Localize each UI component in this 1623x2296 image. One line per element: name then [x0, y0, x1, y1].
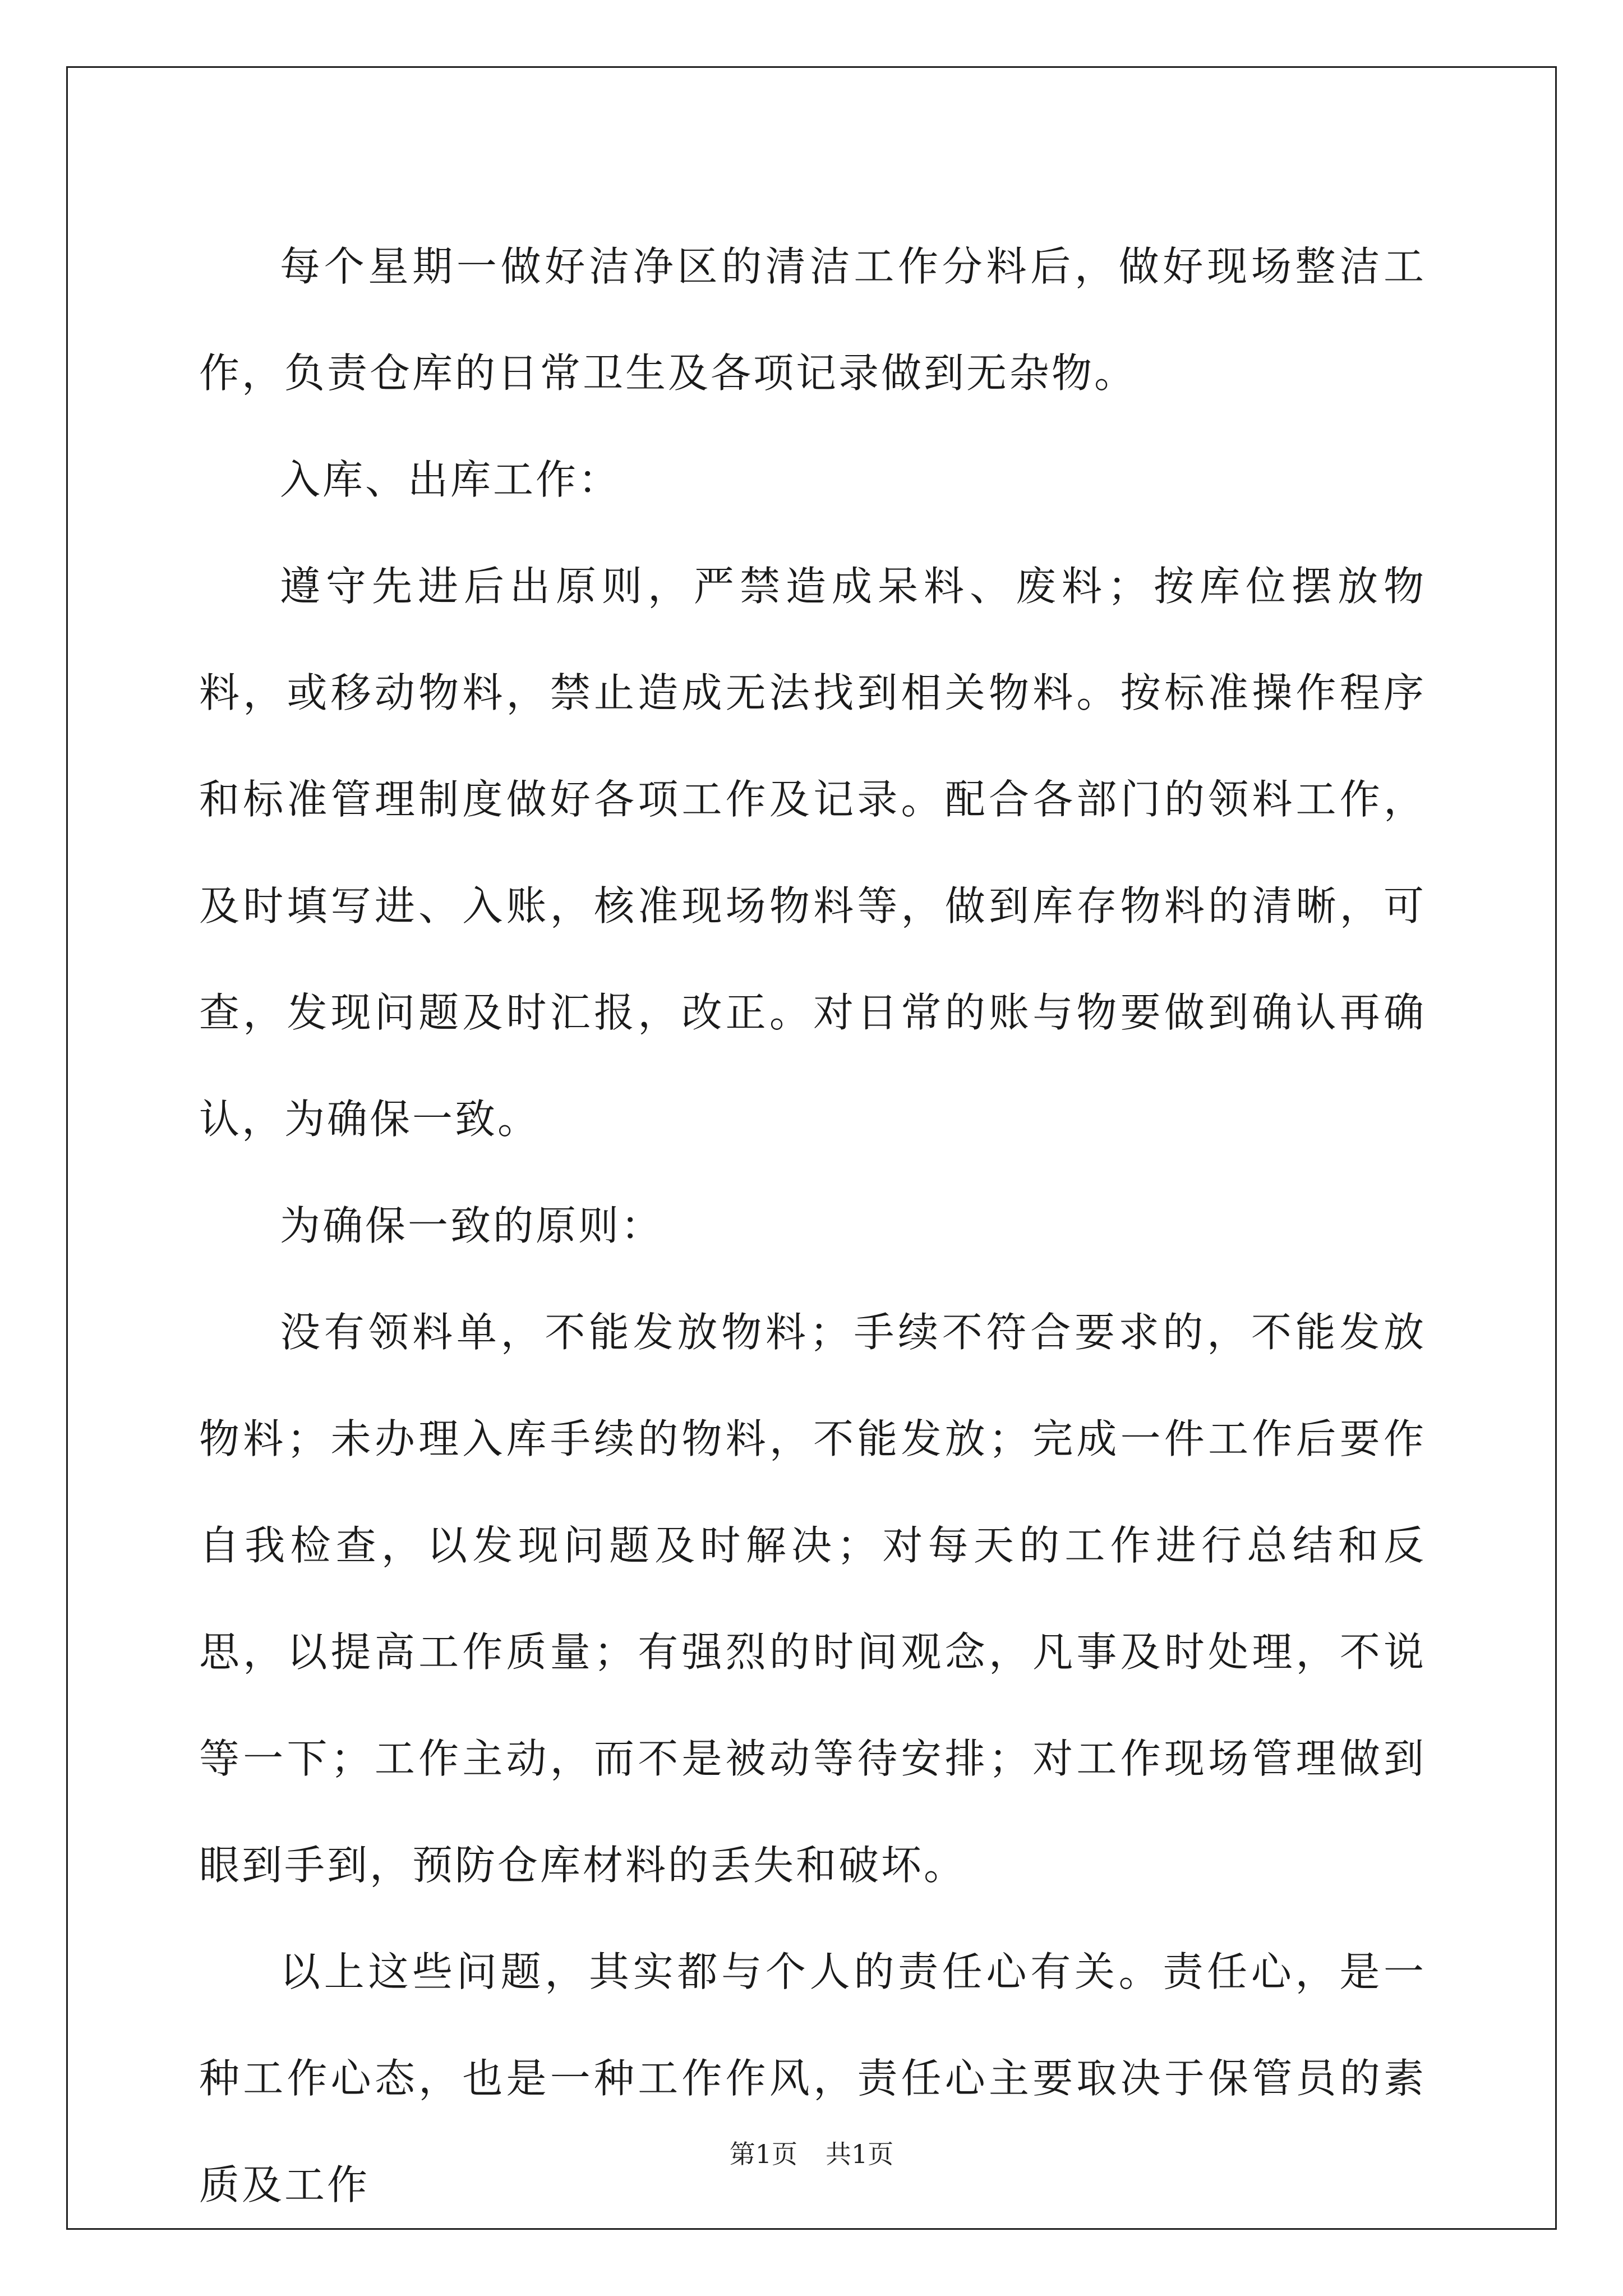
section-heading-consistency-principles: 为确保一致的原则：: [280, 1202, 664, 1249]
page-number-total: 共1页: [826, 2139, 894, 2169]
paragraph: 遵守先进后出原则，严禁造成呆料、废料；按库位摆放物料，或移动物料，禁止造成无法找到相关物料。按标准操作程序和标准管理制度做好各项工作及记录。配合各部门的领料工作，及时填写进、入账，核准现场物料等，做到库存物料的清晰，可查，发现问题及时汇报，改正。对日常的账与物要做到确认再确认，为确保一致。: [199, 563, 1426, 1143]
page-number-current: 第1页: [729, 2139, 797, 2169]
paragraph: 每个星期一做好洁净区的清洁工作分料后，做好现场整洁工作，负责仓库的日常卫生及各项记录做到无杂物。: [199, 243, 1426, 397]
section-heading-inbound-outbound: 入库、出库工作：: [280, 456, 621, 503]
paragraph: 以上这些问题，其实都与个人的责任心有关。责任心，是一种工作心态，也是一种工作作风，责任心主要取决于保管员的素质及工作: [199, 1948, 1426, 2208]
paragraph: 没有领料单，不能发放物料；手续不符合要求的，不能发放物料；未办理入库手续的物料，不能发放；完成一件工作后要作自我检查，以发现问题及时解决；对每天的工作进行总结和反思，以提高工作质量；有强烈的时间观念，凡事及时处理，不说等一下；工作主动，而不是被动等待安排；对工作现场管理做到眼到手到，预防仓库材料的丢失和破坏。: [199, 1309, 1426, 1889]
page-footer: [0, 2137, 1623, 2171]
document-body: [199, 213, 1426, 2238]
